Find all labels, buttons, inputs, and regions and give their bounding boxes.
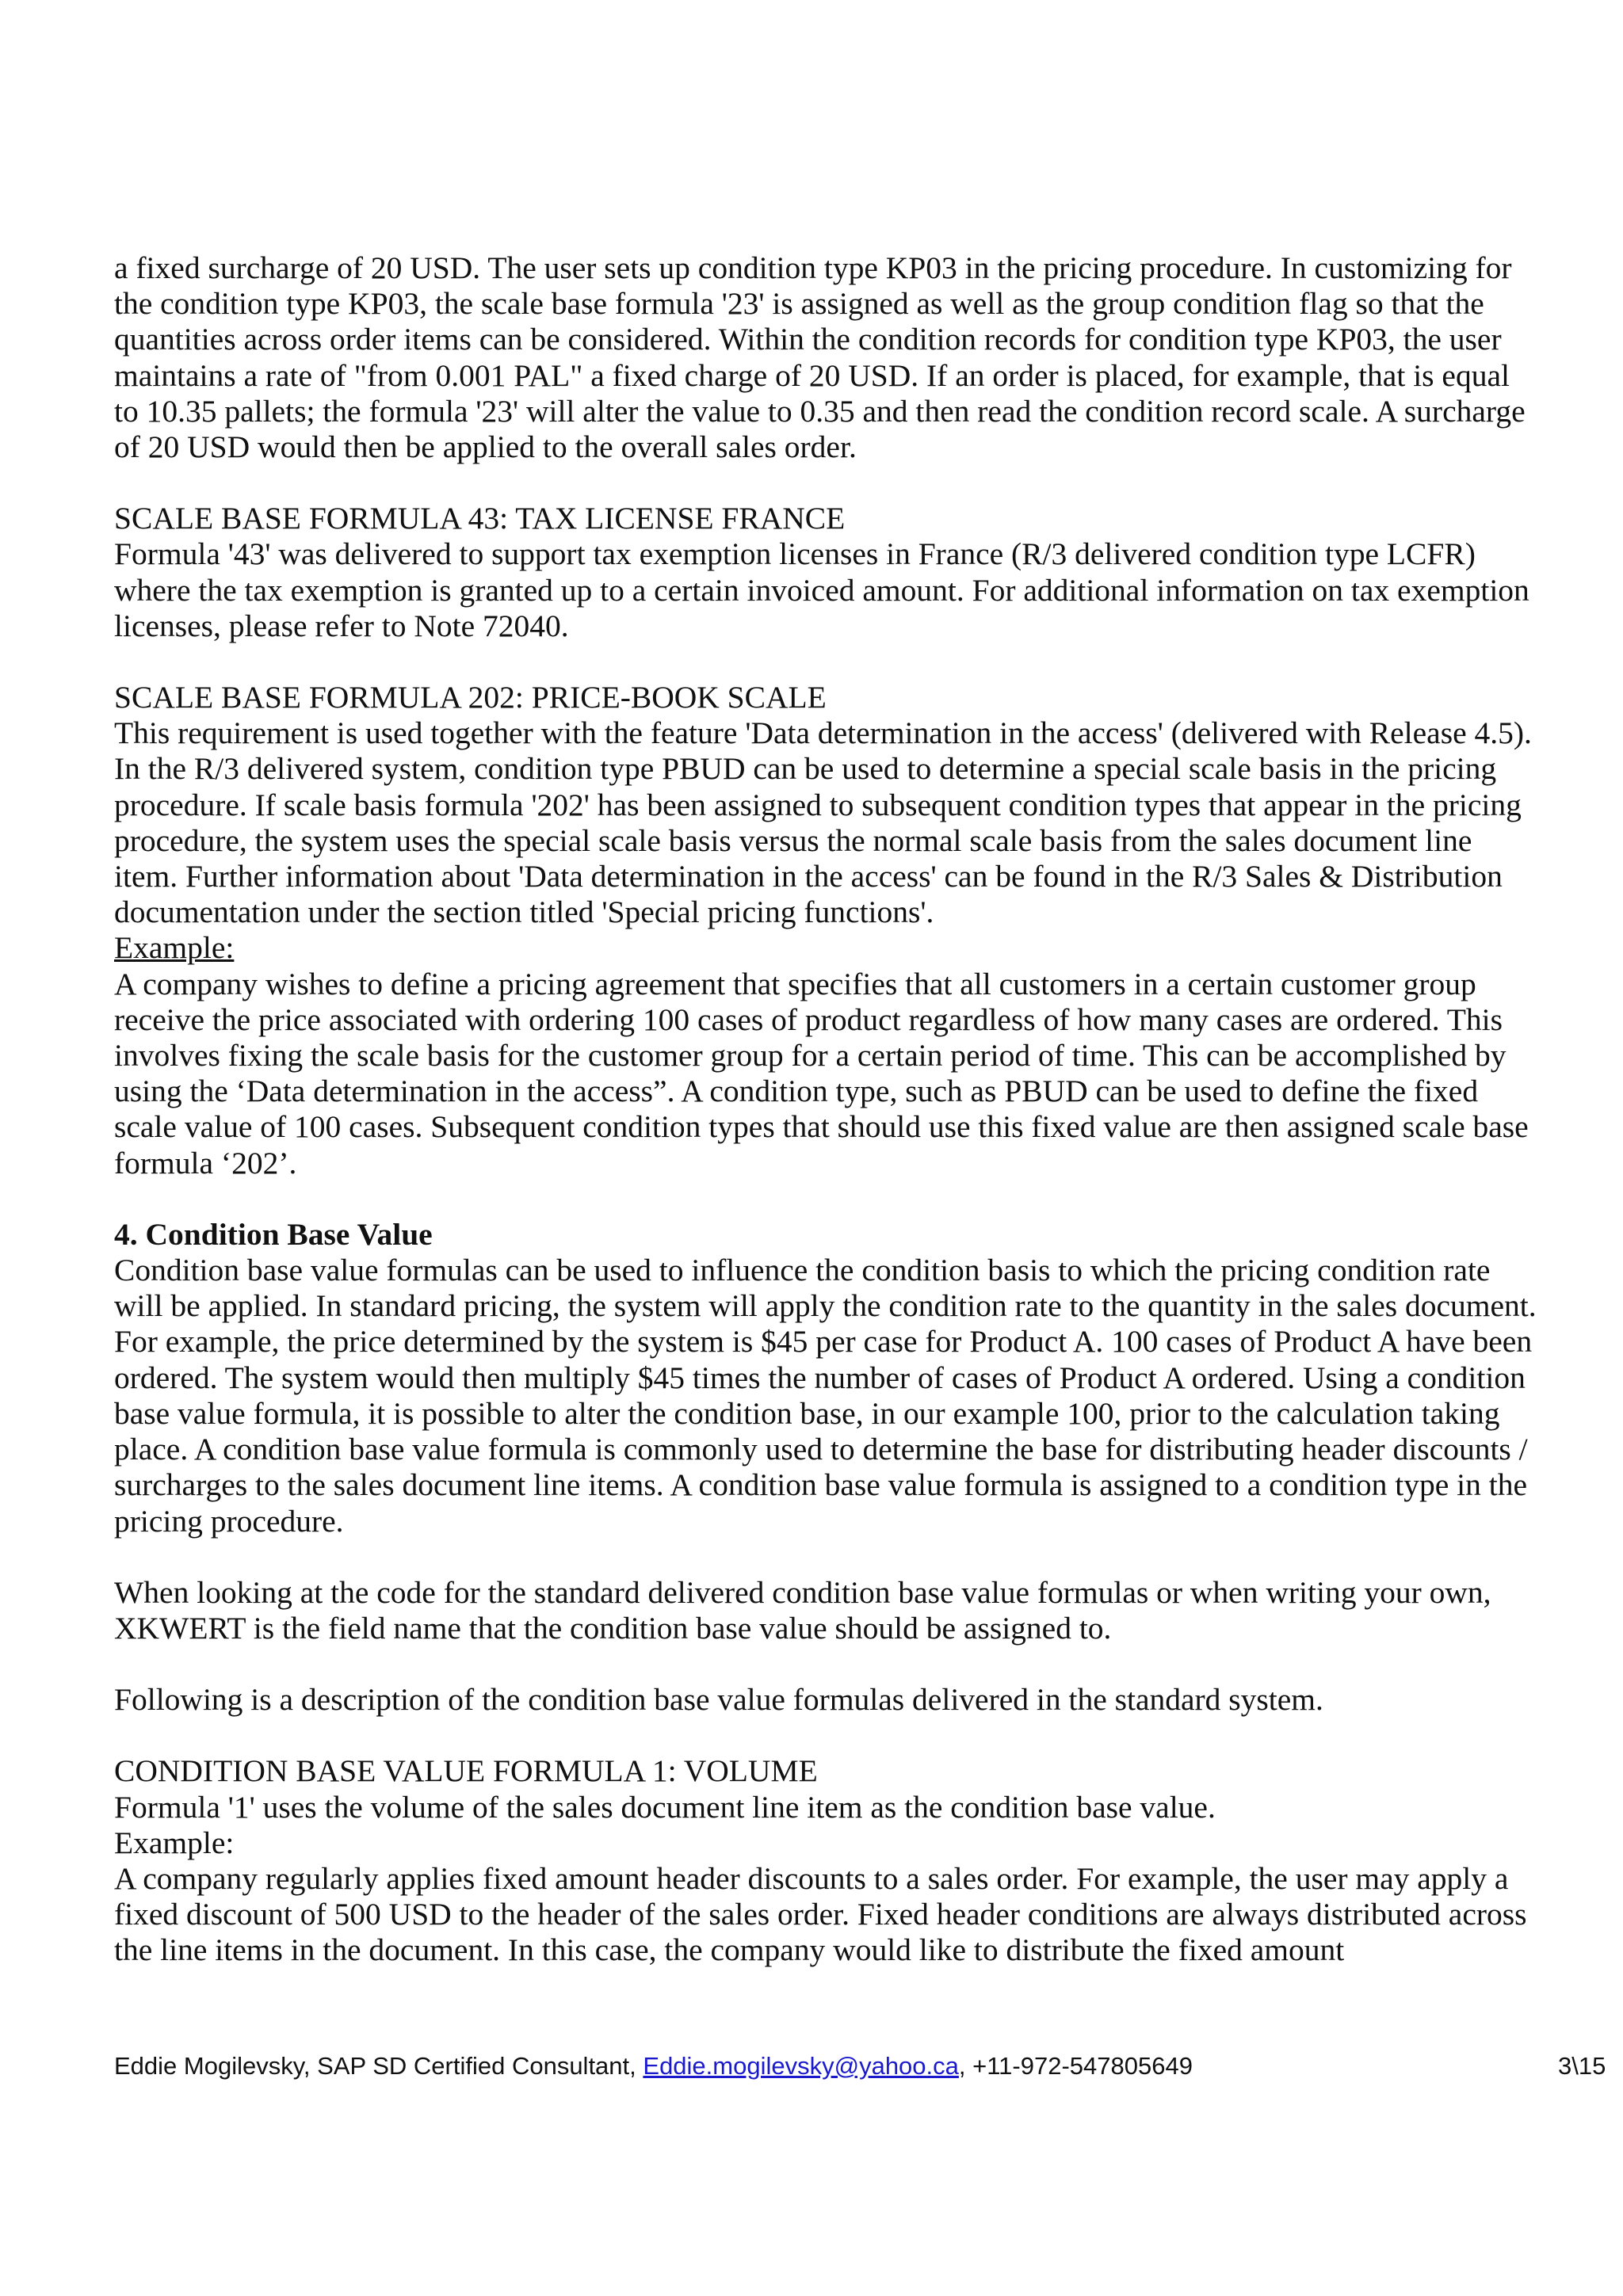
formula-202-example: A company wishes to define a pricing agreement that specifies that all customers in a certain customer group receive the price associated with ordering 100 cases of product regardless of how many cases are ordered. This involves fixing the scale basis for the customer group for a certain period of time. This can be accomplished by using the ‘Data determination in the access”. A condition type, such as PBUD can be used to define the fixed scale value of 100 cases. Subsequent condition types that should use this fixed value are then assigned scale base formula ‘202’. — [114, 966, 1529, 1180]
page-footer — [114, 2052, 1606, 2081]
section-4-body: Condition base value formulas can be used to influence the condition basis to which the pricing condition rate will be applied. In standard pricing, the system will apply the condition rate to the quantity in the sales document. For example, the price determined by the system is $45 per case for Product A. 100 cases of Product A have been ordered. The system would then multiply $45 times the number of cases of Product A ordered. Using a condition base value formula, it is possible to alter the condition base, in our example 100, prior to the calculation taking place. A condition base value formula is commonly used to determine the base for distributing header discounts / surcharges to the sales document line items. A condition base value formula is assigned to a condition type in the pricing procedure. — [114, 1253, 1537, 1539]
paragraph-spacer — [114, 1539, 1537, 1575]
formula-1-example: A company regularly applies fixed amount header discounts to a sales order. For example, the user may apply a fixed discount of 500 USD to the header of the sales order. Fixed header conditions are always distributed across the line items in the document. In this case, the company would like to distribute the fixed amount — [114, 1860, 1527, 1968]
xkwert-note: When looking at the code for the standard delivered condition base value formulas or when writing your own, XKWERT is the field name that the condition base value should be assigned to. — [114, 1574, 1491, 1646]
formula-202-body: This requirement is used together with the feature 'Data determination in the access' (delivered with Release 4.5). In the R/3 delivered system, condition type PBUD can be used to determine a special scale basis in the pricing procedure. If scale basis formula '202' has been assigned to subsequent condition types that appear in the pricing procedure, the system uses the special scale basis versus the normal scale basis from the sales document line item. Further information about 'Data determination in the access' can be found in the R/3 Sales & Distribution documentation under the section titled 'Special pricing functions'. — [114, 715, 1532, 930]
intro-paragraph: a fixed surcharge of 20 USD. The user sets up condition type KP03 in the pricing procedure. In customizing for the condition type KP03, the scale base formula '23' is assigned as well as the group condition flag so that the quantities across order items can be considered. Within the condition records for condition type KP03, the user maintains a rate of "from 0.001 PAL" a fixed charge of 20 USD. If an order is placed, for example, that is equal to 10.35 pallets; the formula '23' will alter the value to 0.35 and then read the condition record scale. A surcharge of 20 USD would then be applied to the overall sales order. — [114, 250, 1526, 465]
formula-1-example-label: Example: — [114, 1825, 235, 1860]
footer-author: Eddie Mogilevsky, SAP SD Certified Consultant, — [114, 2052, 643, 2080]
footer-email-link[interactable]: Eddie.mogilevsky@yahoo.ca — [643, 2052, 959, 2080]
formula-202-heading: SCALE BASE FORMULA 202: PRICE-BOOK SCALE — [114, 680, 827, 715]
paragraph-spacer — [114, 644, 1537, 680]
formula-1-heading: CONDITION BASE VALUE FORMULA 1: VOLUME — [114, 1753, 818, 1789]
paragraph-spacer — [114, 465, 1537, 501]
formula-1-body: Formula '1' uses the volume of the sales document line item as the condition base value. — [114, 1789, 1216, 1825]
document-body — [114, 250, 1537, 1969]
paragraph-spacer — [114, 1646, 1537, 1682]
section-4-heading: 4. Condition Base Value — [114, 1216, 433, 1252]
paragraph-spacer — [114, 1181, 1537, 1217]
paragraph-spacer — [114, 1718, 1537, 1753]
formula-43-heading: SCALE BASE FORMULA 43: TAX LICENSE FRANCE — [114, 501, 846, 536]
formula-43-body: Formula '43' was delivered to support tax exemption licenses in France (R/3 delivered condition type LCFR) where the tax exemption is granted up to a certain invoiced amount. For additional information on tax exemption licenses, please refer to Note 72040. — [114, 536, 1529, 643]
footer-phone: , +11-972-547805649 — [958, 2052, 1193, 2080]
following-note: Following is a description of the condition base value formulas delivered in the standard system. — [114, 1682, 1323, 1718]
formula-202-example-label: Example: — [114, 930, 235, 966]
page-number: 3\15 — [1558, 2052, 1606, 2080]
